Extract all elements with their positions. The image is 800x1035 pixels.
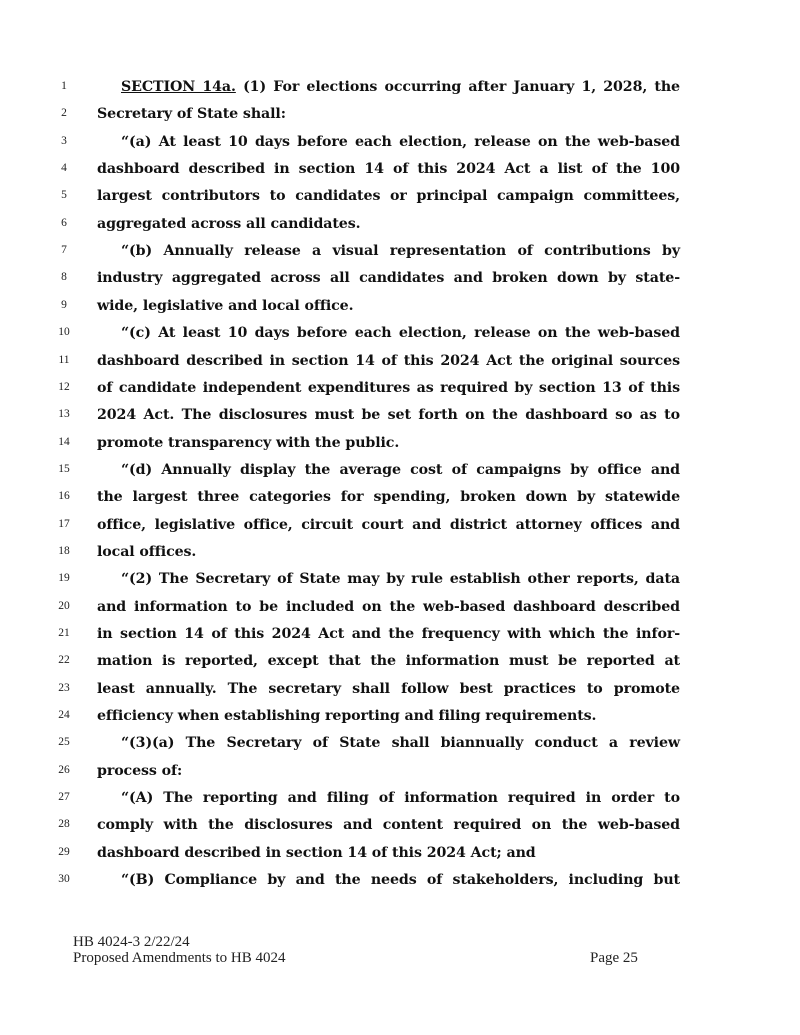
line-text: “(3)(a) The Secretary of State shall biannually conduct a review <box>121 735 680 752</box>
document-line <box>0 129 800 157</box>
document-line <box>0 101 800 129</box>
page-footer <box>73 934 673 966</box>
line-number: 14 <box>58 435 70 448</box>
line-number: 16 <box>58 490 70 503</box>
line-number: 2 <box>61 107 67 120</box>
line-number: 12 <box>58 380 70 393</box>
line-number: 18 <box>58 544 70 557</box>
line-number: 11 <box>58 353 70 366</box>
line-number: 27 <box>58 791 70 804</box>
line-text: largest contributors to candidates or principal campaign committees, <box>97 188 680 205</box>
line-text: 2024 Act. The disclosures must be set forth on the dashboard so as to <box>97 407 680 424</box>
line-number: 15 <box>58 462 70 475</box>
line-number: 23 <box>58 681 70 694</box>
line-number: 5 <box>61 189 67 202</box>
line-text: of candidate independent expenditures as required by section 13 of this <box>97 379 680 396</box>
line-text: efficiency when establishing reporting and filing requirements. <box>97 708 597 725</box>
line-text: the largest three categories for spending, broken down by statewide <box>97 489 680 506</box>
document-line <box>0 320 800 348</box>
footer-subtitle: Proposed Amendments to HB 4024 <box>73 950 286 966</box>
line-text: “(c) At least 10 days before each election, release on the web-based <box>121 325 680 342</box>
line-number: 29 <box>58 845 70 858</box>
document-line <box>0 512 800 540</box>
document-line <box>0 566 800 594</box>
document-line <box>0 594 800 622</box>
document-line <box>0 539 800 567</box>
line-number: 4 <box>61 162 67 175</box>
footer-bill-id: HB 4024-3 2/22/24 <box>73 934 190 950</box>
document-line <box>0 785 800 813</box>
document-line <box>0 402 800 430</box>
section-text: (1) For elections occurring after January 1, 2028, the <box>235 79 680 95</box>
document-line <box>0 676 800 704</box>
line-text: process of: <box>97 762 183 779</box>
document-line <box>0 238 800 266</box>
document-line <box>0 74 800 102</box>
document-line <box>0 183 800 211</box>
line-number: 24 <box>58 709 70 722</box>
line-text: “(B) Compliance by and the needs of stakeholders, including but <box>121 872 680 889</box>
line-text: mation is reported, except that the information must be reported at <box>97 653 680 670</box>
line-text: in section 14 of this 2024 Act and the frequency with which the infor- <box>97 626 680 642</box>
line-text: “(a) At least 10 days before each election, release on the web-based <box>121 133 680 150</box>
line-number: 25 <box>58 736 70 749</box>
document-line <box>0 375 800 403</box>
document-line <box>0 730 800 758</box>
line-text: dashboard described in section 14 of this 2024 Act the original sources <box>97 352 680 369</box>
line-text: dashboard described in section 14 of this 2024 Act; and <box>97 844 536 861</box>
line-number: 26 <box>58 763 70 776</box>
document-line <box>0 812 800 840</box>
document-line <box>0 457 800 485</box>
document-line <box>0 621 800 649</box>
document-line <box>0 484 800 512</box>
line-number: 17 <box>58 517 70 530</box>
document-line <box>0 703 800 731</box>
line-text: promote transparency with the public. <box>97 434 400 451</box>
line-text <box>121 74 680 102</box>
document-line <box>0 156 800 184</box>
document-line <box>0 758 800 786</box>
line-number: 22 <box>58 654 70 667</box>
line-text: local offices. <box>97 543 197 560</box>
document-line <box>0 348 800 376</box>
line-number: 7 <box>61 244 67 257</box>
section-heading: SECTION 14a. <box>121 79 236 95</box>
line-text: “(2) The Secretary of State may by rule establish other reports, data <box>121 571 680 588</box>
line-number: 9 <box>61 298 67 311</box>
line-text: least annually. The secretary shall follow best practices to promote <box>97 680 680 697</box>
line-number: 3 <box>61 134 67 147</box>
line-text: comply with the disclosures and content required on the web-based <box>97 817 680 834</box>
line-text: industry aggregated across all candidates and broken down by state- <box>97 270 680 287</box>
document-line <box>0 265 800 293</box>
document-line <box>0 648 800 676</box>
line-number: 28 <box>58 818 70 831</box>
line-number: 1 <box>61 80 67 92</box>
document-line <box>0 867 800 895</box>
line-number: 10 <box>58 326 70 339</box>
line-number: 20 <box>58 599 70 612</box>
line-text: “(b) Annually release a visual representation of contributions by <box>121 243 680 260</box>
line-number: 30 <box>58 873 70 886</box>
line-number: 13 <box>58 408 70 421</box>
document-line <box>0 211 800 239</box>
line-number: 8 <box>61 271 67 284</box>
line-text: and information to be included on the web-based dashboard described <box>97 598 680 615</box>
document-line <box>0 840 800 868</box>
line-text: aggregated across all candidates. <box>97 215 361 232</box>
line-text: dashboard described in section 14 of this 2024 Act a list of the 100 <box>97 161 680 178</box>
document-line <box>0 293 800 321</box>
footer-page-number: Page 25 <box>590 950 638 966</box>
line-number: 21 <box>58 627 70 639</box>
line-text: office, legislative office, circuit court and district attorney offices and <box>97 516 680 533</box>
line-number: 6 <box>61 216 67 229</box>
line-text: “(A) The reporting and filing of information required in order to <box>121 790 680 807</box>
line-text: wide, legislative and local office. <box>97 297 354 314</box>
line-number: 19 <box>58 572 70 585</box>
document-line <box>0 430 800 458</box>
line-text: Secretary of State shall: <box>97 106 286 123</box>
line-text: “(d) Annually display the average cost of campaigns by office and <box>121 461 680 478</box>
